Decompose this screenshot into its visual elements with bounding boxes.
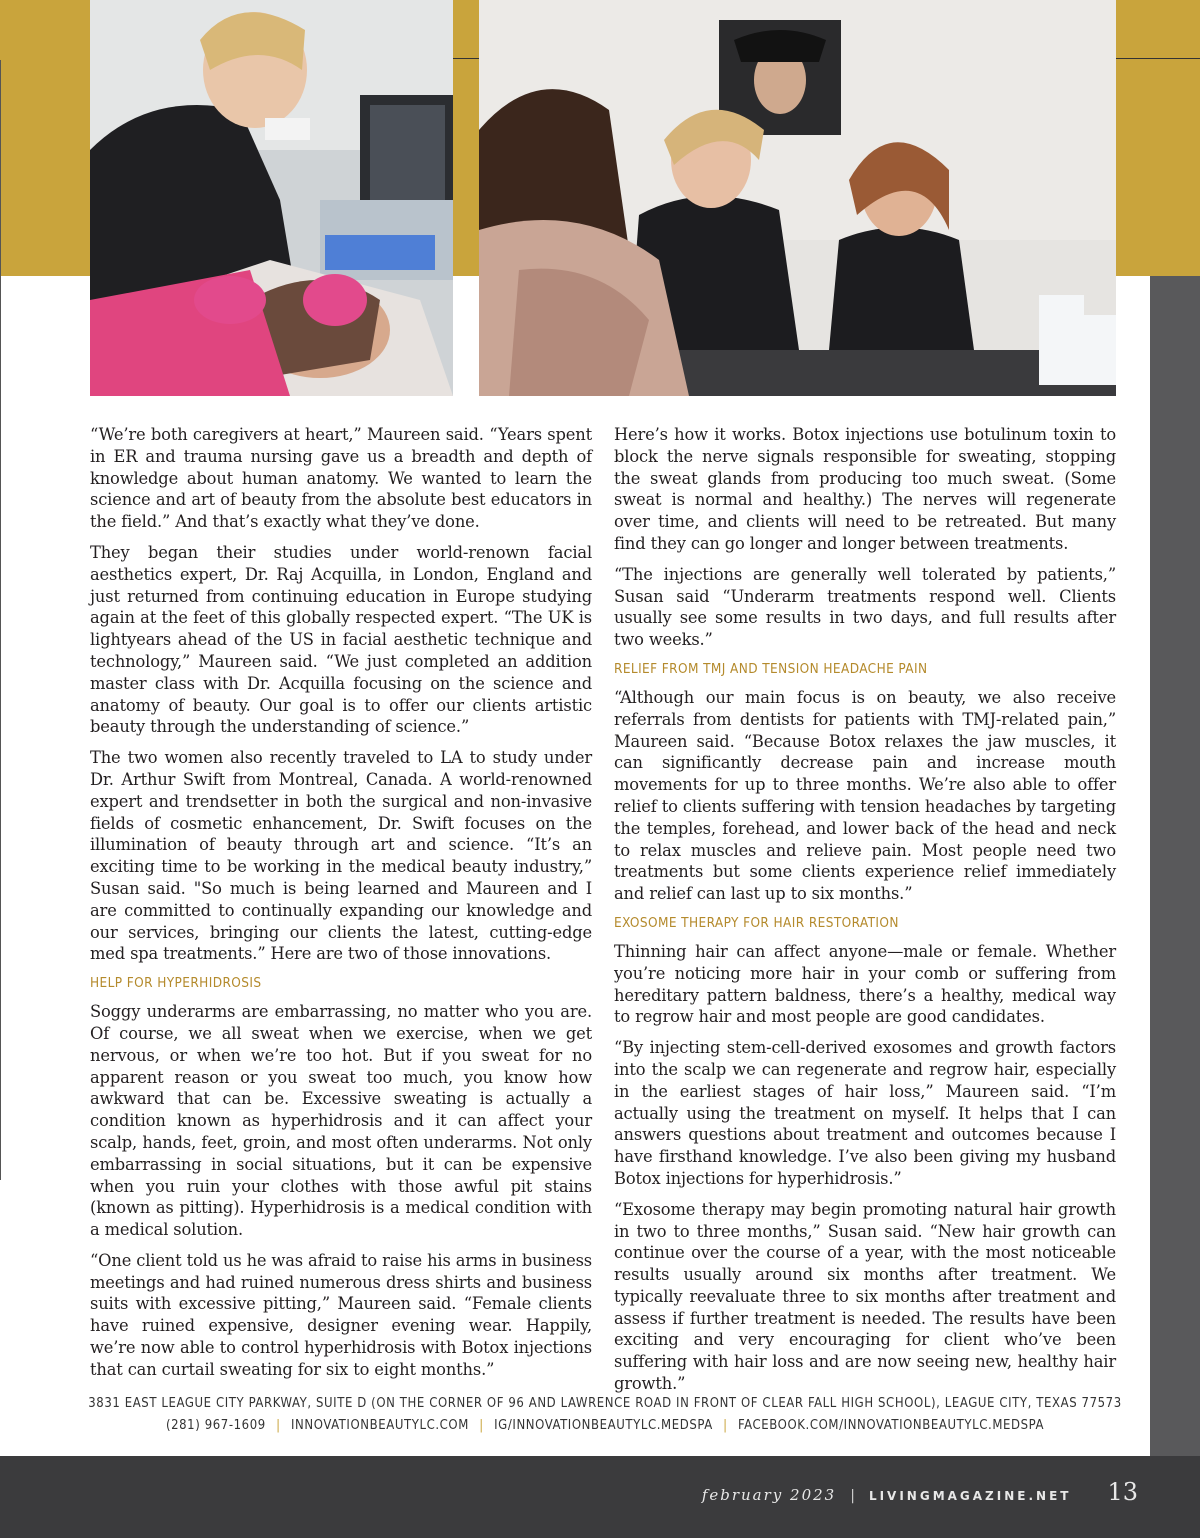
paragraph: “Although our main focus is on beauty, we also receive referrals from dentists for patients with TMJ-related pain,” Maureen said. “Because Botox relaxes the jaw muscles, it can significantly decrease pain and increase mouth movements for up to three months. We’re also able to offer relief to clients suffering with tension headaches by targeting the temples, forehead, and lower back of the head and neck to relax muscles and relieve pain. Most people need two treatments but some clients experience relief immediately and relief can last up to six months.”	[614, 687, 1116, 904]
contact-phone[interactable]: (281) 967-1609	[165, 1418, 266, 1433]
article-column-left	[90, 424, 592, 1390]
photo-practitioners-consultation	[479, 0, 1116, 396]
paragraph: “By injecting stem-cell-derived exosomes and growth factors into the scalp we can regenerate and regrow hair, especially in the earliest stages of hair loss,” Maureen said. “I’m actually using the treatment on myself. It helps that I can answers questions about treatment and outcomes because I have firsthand knowledge. I’ve also been giving my husband Botox injections for hyperhidrosis.”	[614, 1038, 1116, 1188]
magazine-website[interactable]: LIVINGMAGAZINE.NET	[868, 1489, 1072, 1503]
separator: |	[723, 1418, 728, 1433]
footer-separator: |	[850, 1488, 855, 1504]
photo-injection-treatment	[90, 0, 453, 396]
paragraph: “The injections are generally well tolerated by patients,” Susan said “Underarm treatments respond well. Clients usually see some results in two days, and full results after two weeks.”	[614, 564, 1116, 650]
right-side-bar	[1150, 276, 1200, 1456]
contact-links	[60, 1418, 1150, 1433]
section-heading-exosome: EXOSOME THERAPY FOR HAIR RESTORATION	[614, 914, 899, 931]
paragraph: “One client told us he was afraid to raise his arms in business meetings and had ruined numerous dress shirts and business suits with excessive pitting,” Maureen said. “Female clients have ruined expensive, designer evening wear. Happily, we’re now able to control hyperhidrosis with Botox injections that can curtail sweating for six to eight months.”	[90, 1250, 592, 1379]
separator: |	[276, 1418, 281, 1433]
paragraph: They began their studies under world-renown facial aesthetics expert, Dr. Raj Acquilla, in London, England and just returned from continuing education in Europe studying again at the feet of this globally respected expert. “The UK is lightyears ahead of the US in facial aesthetic technique and technology,” Maureen said. “We just completed an addition master class with Dr. Acquilla focusing on the science and anatomy of beauty. Our goal is to offer our clients artistic beauty through the understanding of science.”	[90, 542, 592, 737]
contact-address: 3831 EAST LEAGUE CITY PARKWAY, SUITE D (ON THE CORNER OF 96 AND LAWRENCE ROAD IN FRONT OF CLEAR FALL HIGH SCHOOL), LEAGUE CITY, TEXAS 77573	[88, 1396, 1122, 1411]
article-column-right	[614, 424, 1116, 1404]
separator: |	[479, 1418, 484, 1433]
paragraph: Soggy underarms are embarrassing, no matter who you are. Of course, we all sweat when we exercise, when we get nervous, or when we’re too hot. But if you sweat for no apparent reason or you sweat too much, you know how awkward that can be. Excessive sweating is actually a condition known as hyperhidrosis and it can affect your scalp, hands, feet, groin, and most often underarms. Not only embarrassing in social situations, but it can be expensive when you ruin your clothes with those awful pit stains (known as pitting). Hyperhidrosis is a medical condition with a medical solution.	[90, 1002, 592, 1240]
left-rule	[0, 60, 1, 1180]
section-heading-hyperhidrosis: HELP FOR HYPERHIDROSIS	[90, 975, 262, 992]
contact-facebook-link[interactable]: FACEBOOK.COM/INNOVATIONBEAUTYLC.MEDSPA	[738, 1418, 1045, 1433]
contact-instagram-link[interactable]: IG/INNOVATIONBEAUTYLC.MEDSPA	[494, 1418, 713, 1433]
issue-date: february 2023	[701, 1486, 837, 1504]
paragraph: “Exosome therapy may begin promoting natural hair growth in two to three months,” Susan said. “New hair growth can continue over the course of a year, with the most noticeable results usually around six months after treatment. We typically reevaluate three to six months after treatment and assess if further treatment is needed. The results have been exciting and very encouraging for client who’ve been suffering with hair loss and are now seeing new, healthy hair growth.”	[614, 1199, 1116, 1394]
section-heading-tmj: RELIEF FROM TMJ AND TENSION HEADACHE PAIN	[614, 660, 928, 677]
page-number: 13	[1107, 1478, 1138, 1506]
paragraph: The two women also recently traveled to LA to study under Dr. Arthur Swift from Montreal, Canada. A world-renowned expert and trendsetter in both the surgical and non-invasive fields of cosmetic enhancement, Dr. Swift focuses on the illumination of beauty through art and science. “It’s an exciting time to be working in the medical beauty industry,” Susan said. "So much is being learned and Maureen and I are committed to continually expanding our knowledge and our services, bringing our clients the latest, cutting-edge med spa treatments.” Here are two of those innovations.	[90, 748, 592, 964]
paragraph: Thinning hair can affect anyone—male or female. Whether you’re noticing more hair in your comb or suffering from hereditary pattern baldness, there’s a healthy, medical way to regrow hair and most people are good candidates.	[614, 941, 1116, 1027]
footer-info	[702, 1478, 1138, 1506]
paragraph: “We’re both caregivers at heart,” Maureen said. “Years spent in ER and trauma nursing gave us a breadth and depth of knowledge about human anatomy. We wanted to learn the science and art of beauty from the absolute best educators in the field.” And that’s exactly what they’ve done.	[90, 425, 592, 532]
contact-website-link[interactable]: INNOVATIONBEAUTYLC.COM	[291, 1418, 469, 1433]
paragraph: Here’s how it works. Botox injections use botulinum toxin to block the nerve signals responsible for sweating, stopping the sweat glands from producing too much sweat. (Some sweat is normal and healthy.) The nerves will regenerate over time, and clients will need to be retreated. But many find they can go longer and longer between treatments.	[614, 425, 1116, 553]
